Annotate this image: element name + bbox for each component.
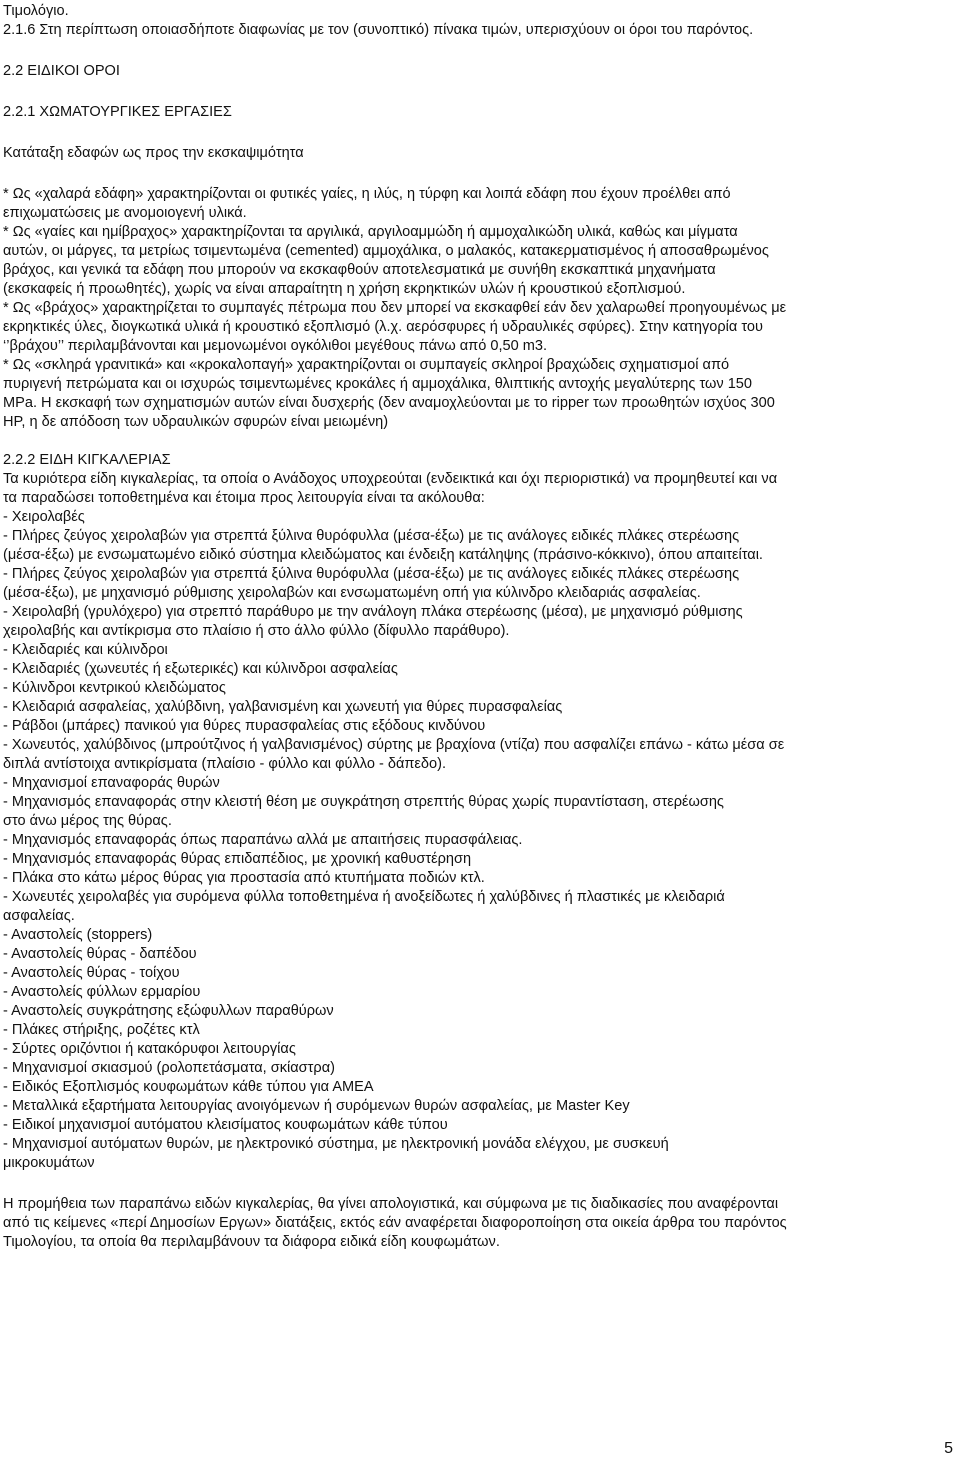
text-line: HP, η δε απόδοση των υδραυλικών σφυρών είναι μειωμένη) [3, 414, 389, 430]
list-item: - Πλήρες ζεύγος χειρολαβών για στρεπτά ξύλινα θυρόφυλλα (μέσα-έξω) με τις ανάλογες ειδικές πλάκες στερέωσης [3, 566, 740, 582]
list-item: - Κλειδαριές και κύλινδροι [3, 642, 168, 658]
list-item: - Κύλινδροι κεντρικού κλειδώματος [3, 680, 226, 696]
list-item: - Χειρολαβή (γρυλόχερο) για στρεπτό παράθυρο με την ανάλογη πλάκα στερέωσης (μέσα), με μηχανισμό ρύθμισης [3, 604, 743, 620]
section-heading-special-terms: 2.2 ΕΙΔΙΚΟΙ ΟΡΟΙ [3, 63, 120, 79]
text-line: MPa. Η εκσκαφή των σχηματισμών αυτών είναι δυσχερής (δεν αναμοχλεύονται με το ripper των προωθητών ισχύος 300 [3, 395, 775, 411]
spacer [3, 40, 955, 62]
text-line: από τις κείμενες «περί Δημοσίων Εργων» διατάξεις, εκτός εάν αναφέρεται διαφοροποίηση στα οικεία άρθρα του παρόντος [3, 1215, 787, 1231]
list-item: - Κλειδαριές (χωνευτές ή εξωτερικές) και κύλινδροι ασφαλείας [3, 661, 398, 677]
list-item: μικροκυμάτων [3, 1155, 95, 1171]
page-number: 5 [944, 1440, 953, 1457]
closing-paragraph [3, 1195, 955, 1252]
list-item: διπλά αντίστοιχα αντικρίσματα (πλαίσιο - φύλλο και φύλλο - δάπεδο). [3, 756, 447, 772]
text-line: Η προμήθεια των παραπάνω ειδών κιγκαλερίας, θα γίνει απολογιστικά, και σύμφωνα με τις διαδικασίες που αναφέρονται [3, 1196, 779, 1212]
list-item: - Μηχανισμοί σκιασμού (ρολοπετάσματα, σκίαστρα) [3, 1060, 335, 1076]
list-item: - Μηχανισμός επαναφοράς όπως παραπάνω αλλά με απαιτήσεις πυρασφάλειας. [3, 832, 523, 848]
text-line: ‘’βράχου’’ περιλαμβάνονται και μεμονωμένοι ογκόλιθοι μεγέθους πάνω από 0,50 m3. [3, 338, 548, 354]
list-item: στο άνω μέρος της θύρας. [3, 813, 172, 829]
list-item: - Κλειδαριά ασφαλείας, χαλύβδινη, γαλβανισμένη και χωνευτή για θύρες πυρασφαλείας [3, 699, 563, 715]
list-item: - Μηχανισμός επαναφοράς στην κλειστή θέση με συγκράτηση στρεπτής θύρας χωρίς πυραντίσταση, στερέωσης [3, 794, 724, 810]
spacer [3, 432, 955, 451]
list-item: - Αναστολείς συγκράτησης εξώφυλλων παραθύρων [3, 1003, 334, 1019]
list-item: Τα κυριότερα είδη κιγκαλερίας, τα οποία ο Ανάδοχος υποχρεούται (ενδεικτικά και όχι περιοριστικά) να προμηθευτεί και να [3, 471, 778, 487]
text-line: Τιμολόγιο. [3, 3, 69, 19]
text-line: εκρηκτικές ύλες, διογκωτικά υλικά ή κρουστικό εξοπλισμό (λ.χ. αερόσφυρες ή υδραυλικές σφύρες). Στην κατηγορία του [3, 319, 763, 335]
list-item: - Αναστολείς θύρας - τοίχου [3, 965, 180, 981]
list-item: (μέσα-έξω), με μηχανισμό ρύθμισης χειρολαβών και ενσωματωμένη οπή για κύλινδρο κλειδαριάς ασφαλείας. [3, 585, 701, 601]
list-item: - Μηχανισμός επαναφοράς θύρας επιδαπέδιος, με χρονική καθυστέρηση [3, 851, 472, 867]
spacer [3, 122, 955, 144]
list-item: - Πλάκες στήριξης, ροζέτες κτλ [3, 1022, 200, 1038]
list-item: χειρολαβής και αντίκρισμα στο πλαίσιο ή στο άλλο φύλλο (δίφυλλο παράθυρο). [3, 623, 510, 639]
list-item: - Πλάκα στο κάτω μέρος θύρας για προστασία από κτυπήματα ποδιών κτλ. [3, 870, 485, 886]
list-item: - Μηχανισμοί επαναφοράς θυρών [3, 775, 220, 791]
spacer [3, 81, 955, 103]
section-heading-hardware: 2.2.2 ΕΙΔΗ ΚΙΓΚΑΛΕΡΙΑΣ [3, 452, 171, 468]
list-item: - Μεταλλικά εξαρτήματα λειτουργίας ανοιγόμενων ή συρόμενων θυρών ασφαλείας, με Master Key [3, 1098, 630, 1114]
text-line: 2.1.6 Στη περίπτωση οποιασδήποτε διαφωνίας με τον (συνοπτικό) πίνακα τιμών, υπερισχύουν οι όροι του παρόντος. [3, 22, 754, 38]
section-heading-earthworks: 2.2.1 ΧΩΜΑΤΟΥΡΓΙΚΕΣ ΕΡΓΑΣΙΕΣ [3, 104, 232, 120]
hardware-list [3, 470, 955, 1173]
list-item: (μέσα-έξω) με ενσωματωμένο ειδικό σύστημα κλειδώματος και ένδειξη κατάληψης (πράσινο-κόκκινο), όπου απαιτείται. [3, 547, 763, 563]
document-page [3, 2, 955, 1252]
list-item: - Ειδικοί μηχανισμοί αυτόματου κλεισίματος κουφωμάτων κάθε τύπου [3, 1117, 448, 1133]
intro-section [3, 2, 955, 40]
list-item: - Μηχανισμοί αυτόματων θυρών, με ηλεκτρονικό σύστημα, με ηλεκτρονική μονάδα ελέγχου, με συσκευή [3, 1136, 669, 1152]
spacer [3, 163, 955, 185]
list-item: - Σύρτες οριζόντιοι ή κατακόρυφοι λειτουργίας [3, 1041, 296, 1057]
list-item: - Πλήρες ζεύγος χειρολαβών για στρεπτά ξύλινα θυρόφυλλα (μέσα-έξω) με τις ανάλογες ειδικές πλάκες στερέωσης [3, 528, 740, 544]
list-item: - Χωνευτός, χαλύβδινος (μπρούτζινος ή γαλβανισμένος) σύρτης με βραχίονα (ντίζα) που ασφαλίζει επάνω - κάτω μέσα σε [3, 737, 785, 753]
text-line: επιχωματώσεις με ανομοιογενή υλικά. [3, 205, 247, 221]
spacer [3, 1173, 955, 1195]
text-line: Τιμολογίου, τα οποία θα περιλαμβάνουν τα διάφορα ειδικά είδη κουφωμάτων. [3, 1234, 500, 1250]
text-line: βράχος, και γενικά τα εδάφη που μπορούν να εκσκαφθούν αποτελεσματικά με συνήθη εκσκαπτικά μηχανήματα [3, 262, 716, 278]
text-line: (εκσκαφείς ή προωθητές), χωρίς να είναι απαραίτητη η χρήση εκρηκτικών υλών ή κρουστικού εξοπλισμού. [3, 281, 686, 297]
list-item: - Αναστολείς φύλλων ερμαρίου [3, 984, 201, 1000]
list-item: ασφαλείας. [3, 908, 75, 924]
list-item: - Ράβδοι (μπάρες) πανικού για θύρες πυρασφαλείας στις εξόδους κινδύνου [3, 718, 486, 734]
list-item: - Αναστολείς (stoppers) [3, 927, 153, 943]
text-line: * Ως «βράχος» χαρακτηρίζεται το συμπαγές πέτρωμα που δεν μπορεί να εκσκαφθεί εάν δεν χαλαρωθεί προηγουμένως με [3, 300, 787, 316]
list-item: - Χειρολαβές [3, 509, 85, 525]
text-line: * Ως «γαίες και ημίβραχος» χαρακτηρίζονται τα αργιλικά, αργιλοαμμώδη ή αμμοχαλικώδη υλικά, καθώς και μίγματα [3, 224, 738, 240]
list-item: τα παραδώσει τοποθετημένα και έτοιμα προς λειτουργία είναι τα ακόλουθα: [3, 490, 485, 506]
text-line: * Ως «χαλαρά εδάφη» χαρακτηρίζονται οι φυτικές γαίες, η ιλύς, η τύρφη και λοιπά εδάφη που έχουν προέλθει από [3, 186, 731, 202]
text-line: αυτών, οι μάργες, τα μετρίως τσιμεντωμένα (cemented) αμμοχάλικα, ο μαλακός, κατακερματισμένος ή αποσαθρωμένος [3, 243, 769, 259]
list-item: - Αναστολείς θύρας - δαπέδου [3, 946, 197, 962]
list-item: - Χωνευτές χειρολαβές για συρόμενα φύλλα τοποθετημένα ή ανοξείδωτες ή χαλύβδινες ή πλαστικές με κλειδαριά [3, 889, 725, 905]
list-item: - Ειδικός Εξοπλισμός κουφωμάτων κάθε τύπου για ΑΜΕΑ [3, 1079, 374, 1095]
subheading-soil-classification: Κατάταξη εδαφών ως προς την εκσκαψιμότητα [3, 145, 304, 161]
soil-classification-text [3, 185, 955, 432]
text-line: * Ως «σκληρά γρανιτικά» και «κροκαλοπαγή» χαρακτηρίζονται οι συμπαγείς σκληροί βραχώδεις σχηματισμοί από [3, 357, 730, 373]
text-line: πυριγενή πετρώματα και οι ισχυρώς τσιμεντωμένες κροκάλες ή αμμοχάλικα, θλιπτικής αντοχής μεγαλύτερης των 150 [3, 376, 753, 392]
